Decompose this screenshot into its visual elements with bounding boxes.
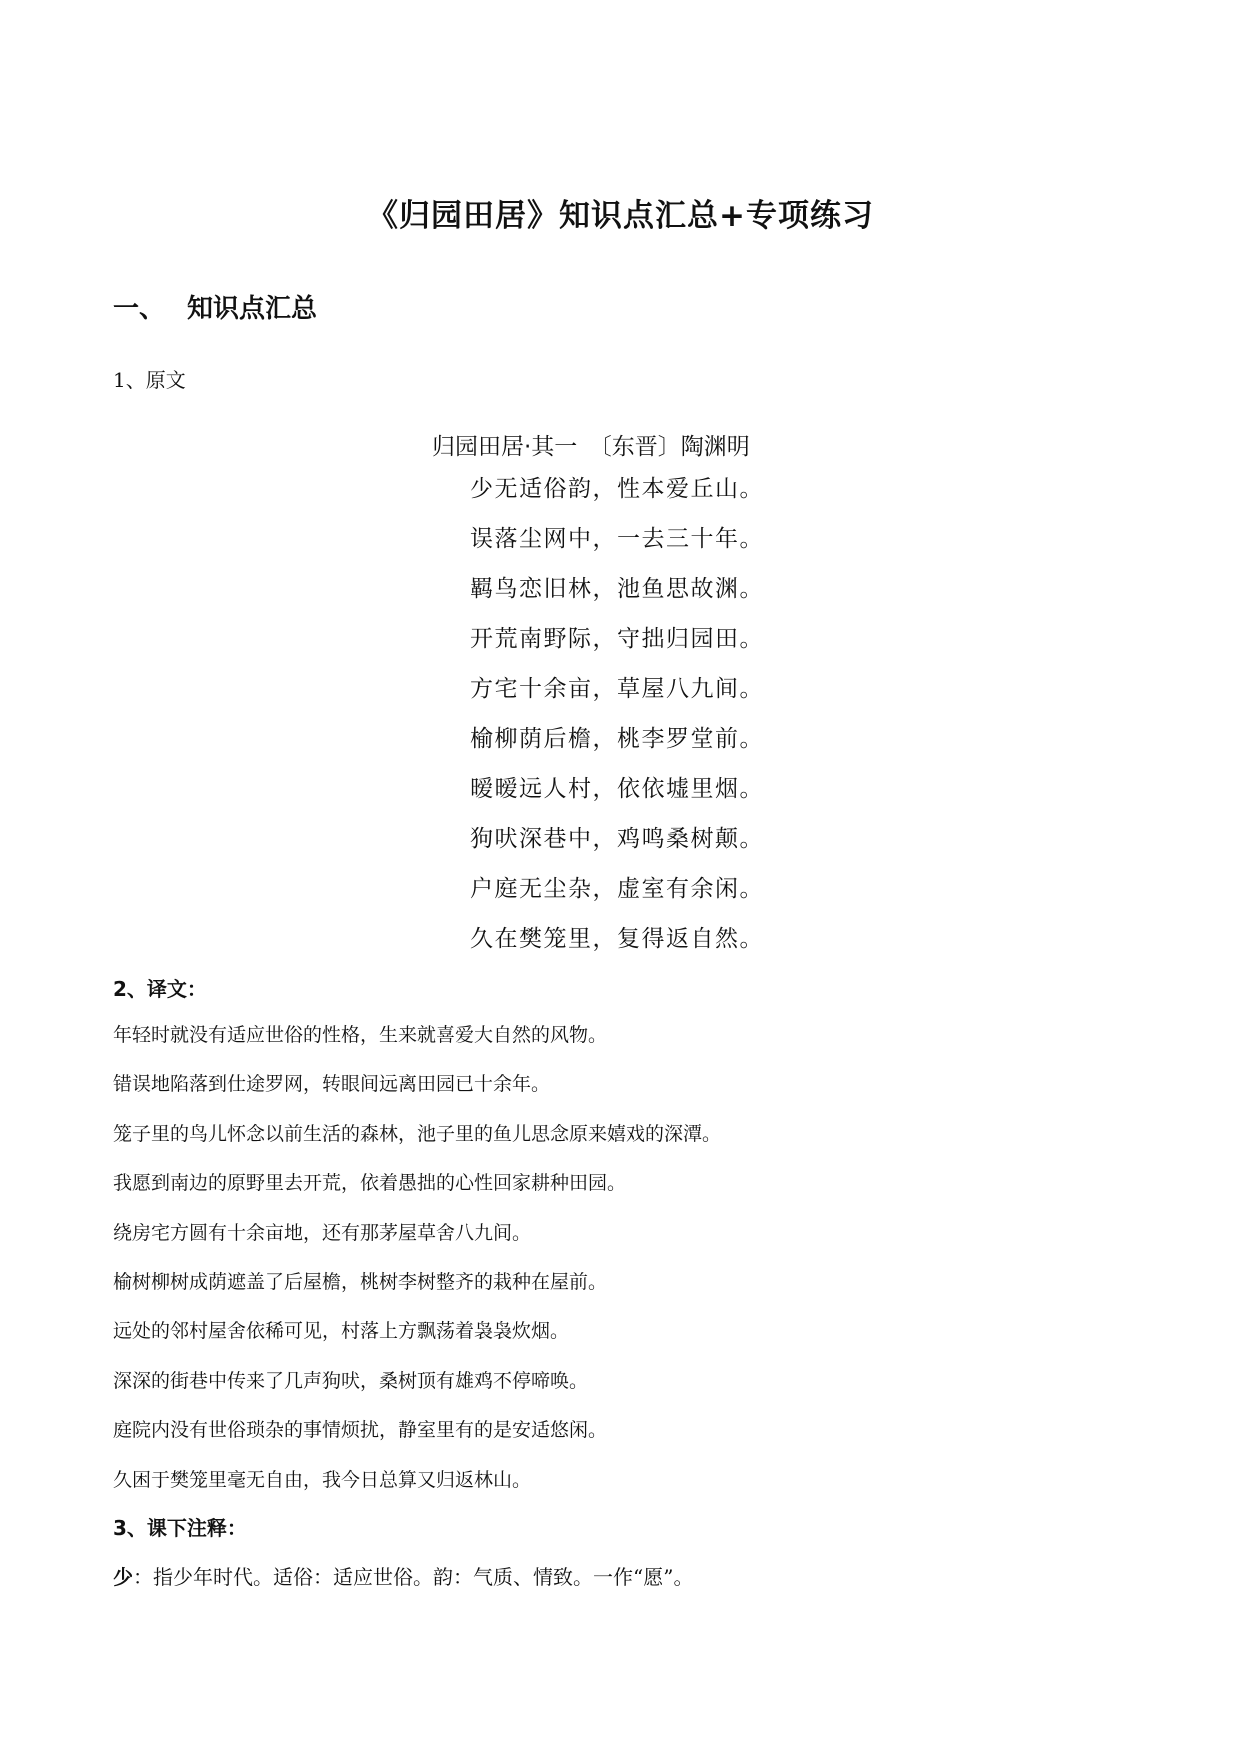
translation-line: 深深的街巷中传来了几声狗吠，桑树顶有雄鸡不停啼唤。 <box>113 1369 589 1392</box>
poem-line: 久在樊笼里，复得返自然。 <box>470 926 764 952</box>
poem-header: 归园田居·其一 〔东晋〕陶渊明 <box>432 434 750 460</box>
translation-line: 久困于樊笼里毫无自由，我今日总算又归返林山。 <box>113 1468 532 1491</box>
translation-line: 错误地陷落到仕途罗网，转眼间远离田园已十余年。 <box>113 1073 551 1096</box>
poem-line: 误落尘网中，一去三十年。 <box>470 526 764 552</box>
section-label: 知识点汇总 <box>187 294 318 324</box>
poem-line: 方宅十余亩，草屋八九间。 <box>470 676 764 702</box>
translation-line: 远处的邻村屋舍依稀可见，村落上方飘荡着袅袅炊烟。 <box>113 1320 570 1343</box>
poem-line: 少无适俗韵，性本爱丘山。 <box>470 476 764 502</box>
translation-line: 笼子里的鸟儿怀念以前生活的森林，池子里的鱼儿思念原来嬉戏的深潭。 <box>113 1122 722 1145</box>
poem-line: 榆柳荫后檐，桃李罗堂前。 <box>470 726 764 752</box>
poem-line: 羁鸟恋旧林，池鱼思故渊。 <box>470 576 764 602</box>
poem-lines <box>470 474 764 974</box>
translation-heading: 2、译文： <box>113 977 207 1001</box>
note-text: ：指少年时代。适俗：适应世俗。韵：气质、情致。一作“愿”。 <box>133 1565 694 1589</box>
translation-line: 年轻时就没有适应世俗的性格，生来就喜爱大自然的风物。 <box>113 1024 608 1046</box>
translation-line: 榆树柳树成荫遮盖了后屋檐，桃树李树整齐的栽种在屋前。 <box>113 1270 608 1293</box>
section-number: 一、 <box>113 294 166 324</box>
section-heading <box>113 288 317 325</box>
poem-line: 暧暧远人村，依依墟里烟。 <box>470 776 764 802</box>
translation-lines <box>113 1022 721 1516</box>
note-entry <box>113 1561 693 1590</box>
notes-heading: 3、课下注释： <box>113 1516 247 1540</box>
translation-line: 绕房宅方圆有十余亩地，还有那茅屋草舍八九间。 <box>113 1221 532 1244</box>
document-title: 《归园田居》知识点汇总+专项练习 <box>367 198 874 234</box>
poem-line: 户庭无尘杂，虚室有余闲。 <box>470 876 764 902</box>
translation-line: 我愿到南边的原野里去开荒，依着愚拙的心性回家耕种田园。 <box>113 1172 627 1195</box>
poem-line: 开荒南野际，守拙归园田。 <box>470 626 764 652</box>
original-text-heading: 1、原文 <box>113 368 186 392</box>
poem-line: 狗吠深巷中，鸡鸣桑树颠。 <box>470 826 764 852</box>
translation-line: 庭院内没有世俗琐杂的事情烦扰，静室里有的是安适悠闲。 <box>113 1419 608 1442</box>
note-term: 少 <box>113 1565 133 1589</box>
